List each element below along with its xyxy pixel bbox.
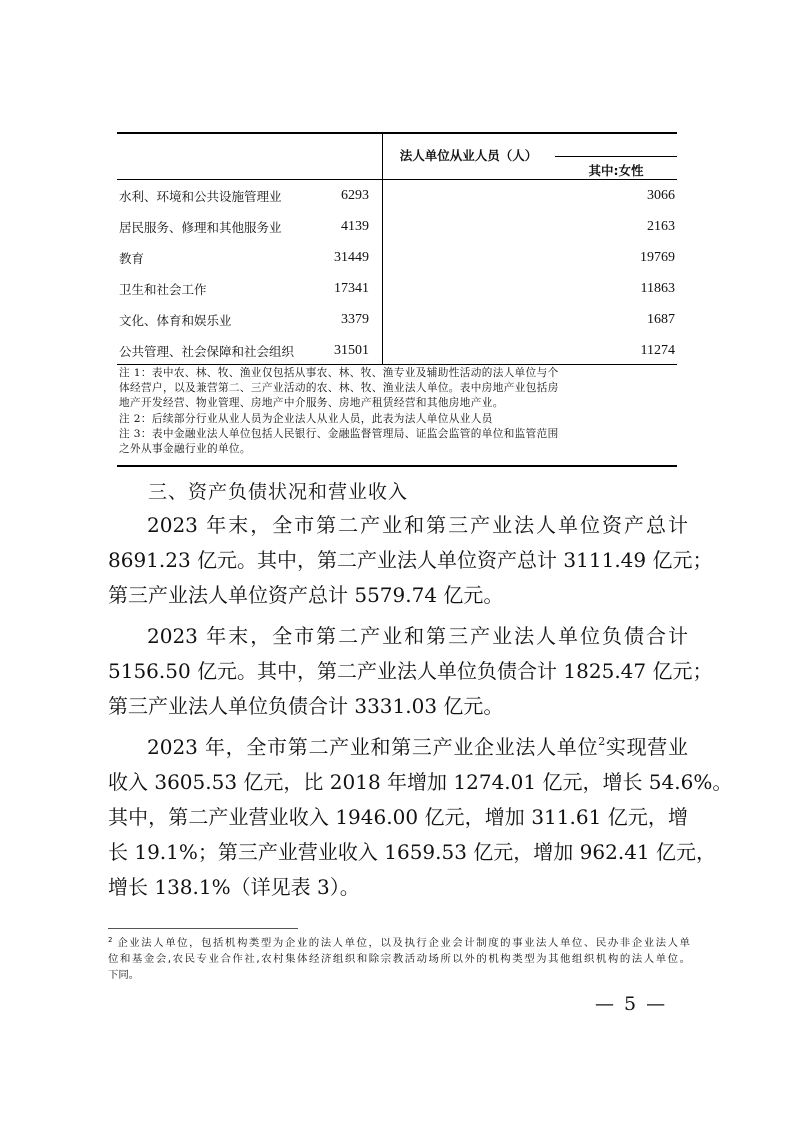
paragraph-line: 2023 年末，全市第二产业和第三产业法人单位负债合计	[147, 624, 688, 648]
row-total: 31501	[334, 342, 369, 358]
footnote-ref: 2	[598, 735, 606, 748]
revenue-line1-before: 2023 年，全市第二产业和第三产业企业法人单位	[147, 735, 599, 759]
notes-top-rule	[117, 364, 677, 365]
paragraph-line: 第三产业法人单位负债合计 3331.03 亿元。	[108, 694, 504, 718]
table-top-rule	[117, 132, 677, 134]
paragraph-assets	[108, 508, 713, 613]
table-bottom-rule	[117, 465, 677, 467]
header-female: 其中:女性	[588, 163, 644, 178]
paragraph-line: 增长 138.1%（详见表 3）。	[108, 875, 360, 899]
paragraph-liabilities	[108, 619, 713, 724]
note-line: 注 3：表中金融业法人单位包括人民银行、金融监督管理局、证监会监管的单位和监管范围	[119, 427, 559, 440]
note-line: 体经营户，以及兼营第二、三产业活动的农、林、牧、渔业法人单位。表中房地产业包括房	[119, 382, 559, 395]
revenue-line1-after: 实现营业	[605, 735, 688, 759]
paragraph-line: 长 19.1%；第三产业营业收入 1659.53 亿元，增加 962.41 亿元，	[108, 840, 717, 864]
row-female: 11863	[640, 280, 675, 296]
header-sub-rule	[555, 156, 677, 157]
paragraph-line	[108, 730, 688, 765]
footnote-line	[108, 935, 690, 951]
row-total: 31449	[334, 249, 369, 265]
paragraph-line: 2023 年末，全市第二产业和第三产业法人单位资产总计	[147, 513, 688, 537]
table-row	[117, 211, 677, 242]
footnote-text: 企业法人单位，包括机构类型为企业的法人单位，以及执行企业会计制度的事业法人单位、民办非企业法人单	[112, 937, 690, 949]
row-category: 文化、体育和娱乐业	[119, 312, 232, 328]
footnote-rule	[108, 928, 298, 929]
paragraph-line: 收入 3605.53 亿元，比 2018 年增加 1274.01 亿元，增长 54.6%。	[108, 770, 733, 794]
note-line: 之外从事金融行业的单位。	[119, 443, 251, 456]
table-row	[117, 335, 677, 366]
section-heading: 三、资产负债状况和营业收入	[148, 481, 409, 503]
row-total: 6293	[341, 187, 369, 203]
row-category: 居民服务、修理和其他服务业	[119, 219, 282, 235]
row-category: 水利、环境和公共设施管理业	[119, 188, 282, 204]
paragraph-line: 其中，第二产业营业收入 1946.00 亿元，增加 311.61 亿元，增	[108, 805, 688, 829]
row-category: 公共管理、社会保障和社会组织	[119, 343, 295, 359]
row-total: 3379	[341, 311, 369, 327]
row-category: 卫生和社会工作	[119, 281, 207, 297]
paragraph-line: 5156.50 亿元。其中，第二产业法人单位负债合计 1825.47 亿元；	[108, 659, 713, 683]
row-female: 19769	[640, 249, 675, 265]
table-row	[117, 180, 677, 211]
note-line: 注 1：表中农、林、牧、渔业仅包括从事农、林、牧、渔专业及辅助性活动的法人单位与个	[119, 367, 559, 379]
footnote	[108, 935, 690, 983]
paragraph-line: 第三产业法人单位资产总计 5579.74 亿元。	[108, 583, 504, 607]
note-line: 地产开发经营、物业管理、房地产中介服务、房地产租赁经营和其他房地产业。	[119, 397, 504, 410]
table-row	[117, 273, 677, 304]
table-notes	[119, 366, 677, 457]
row-total: 17341	[334, 280, 369, 296]
paragraph-revenue	[108, 730, 733, 905]
row-total: 4139	[341, 218, 369, 234]
table-row	[117, 242, 677, 273]
row-female: 3066	[647, 187, 675, 203]
footnote-line: 下同。	[108, 969, 140, 981]
header-total-employees: 法人单位从业人员（人）	[399, 148, 538, 163]
row-category: 教育	[119, 250, 145, 266]
table-row	[117, 304, 677, 335]
paragraph-line: 8691.23 亿元。其中，第二产业法人单位资产总计 3111.49 亿元；	[108, 548, 713, 572]
note-line: 注 2：后续部分行业从业人员为企业法人从业人员，此表为法人单位从业人员	[119, 412, 493, 425]
row-female: 2163	[647, 218, 675, 234]
footnote-marker: 2	[108, 936, 113, 944]
page-number: — 5 —	[595, 993, 668, 1015]
footnote-line: 位和基金会,农民专业合作社,农村集体经济组织和除宗教活动场所以外的机构类型为其他组织机构的法人单位。	[108, 953, 690, 965]
row-female: 11274	[640, 342, 675, 358]
row-female: 1687	[647, 311, 675, 327]
